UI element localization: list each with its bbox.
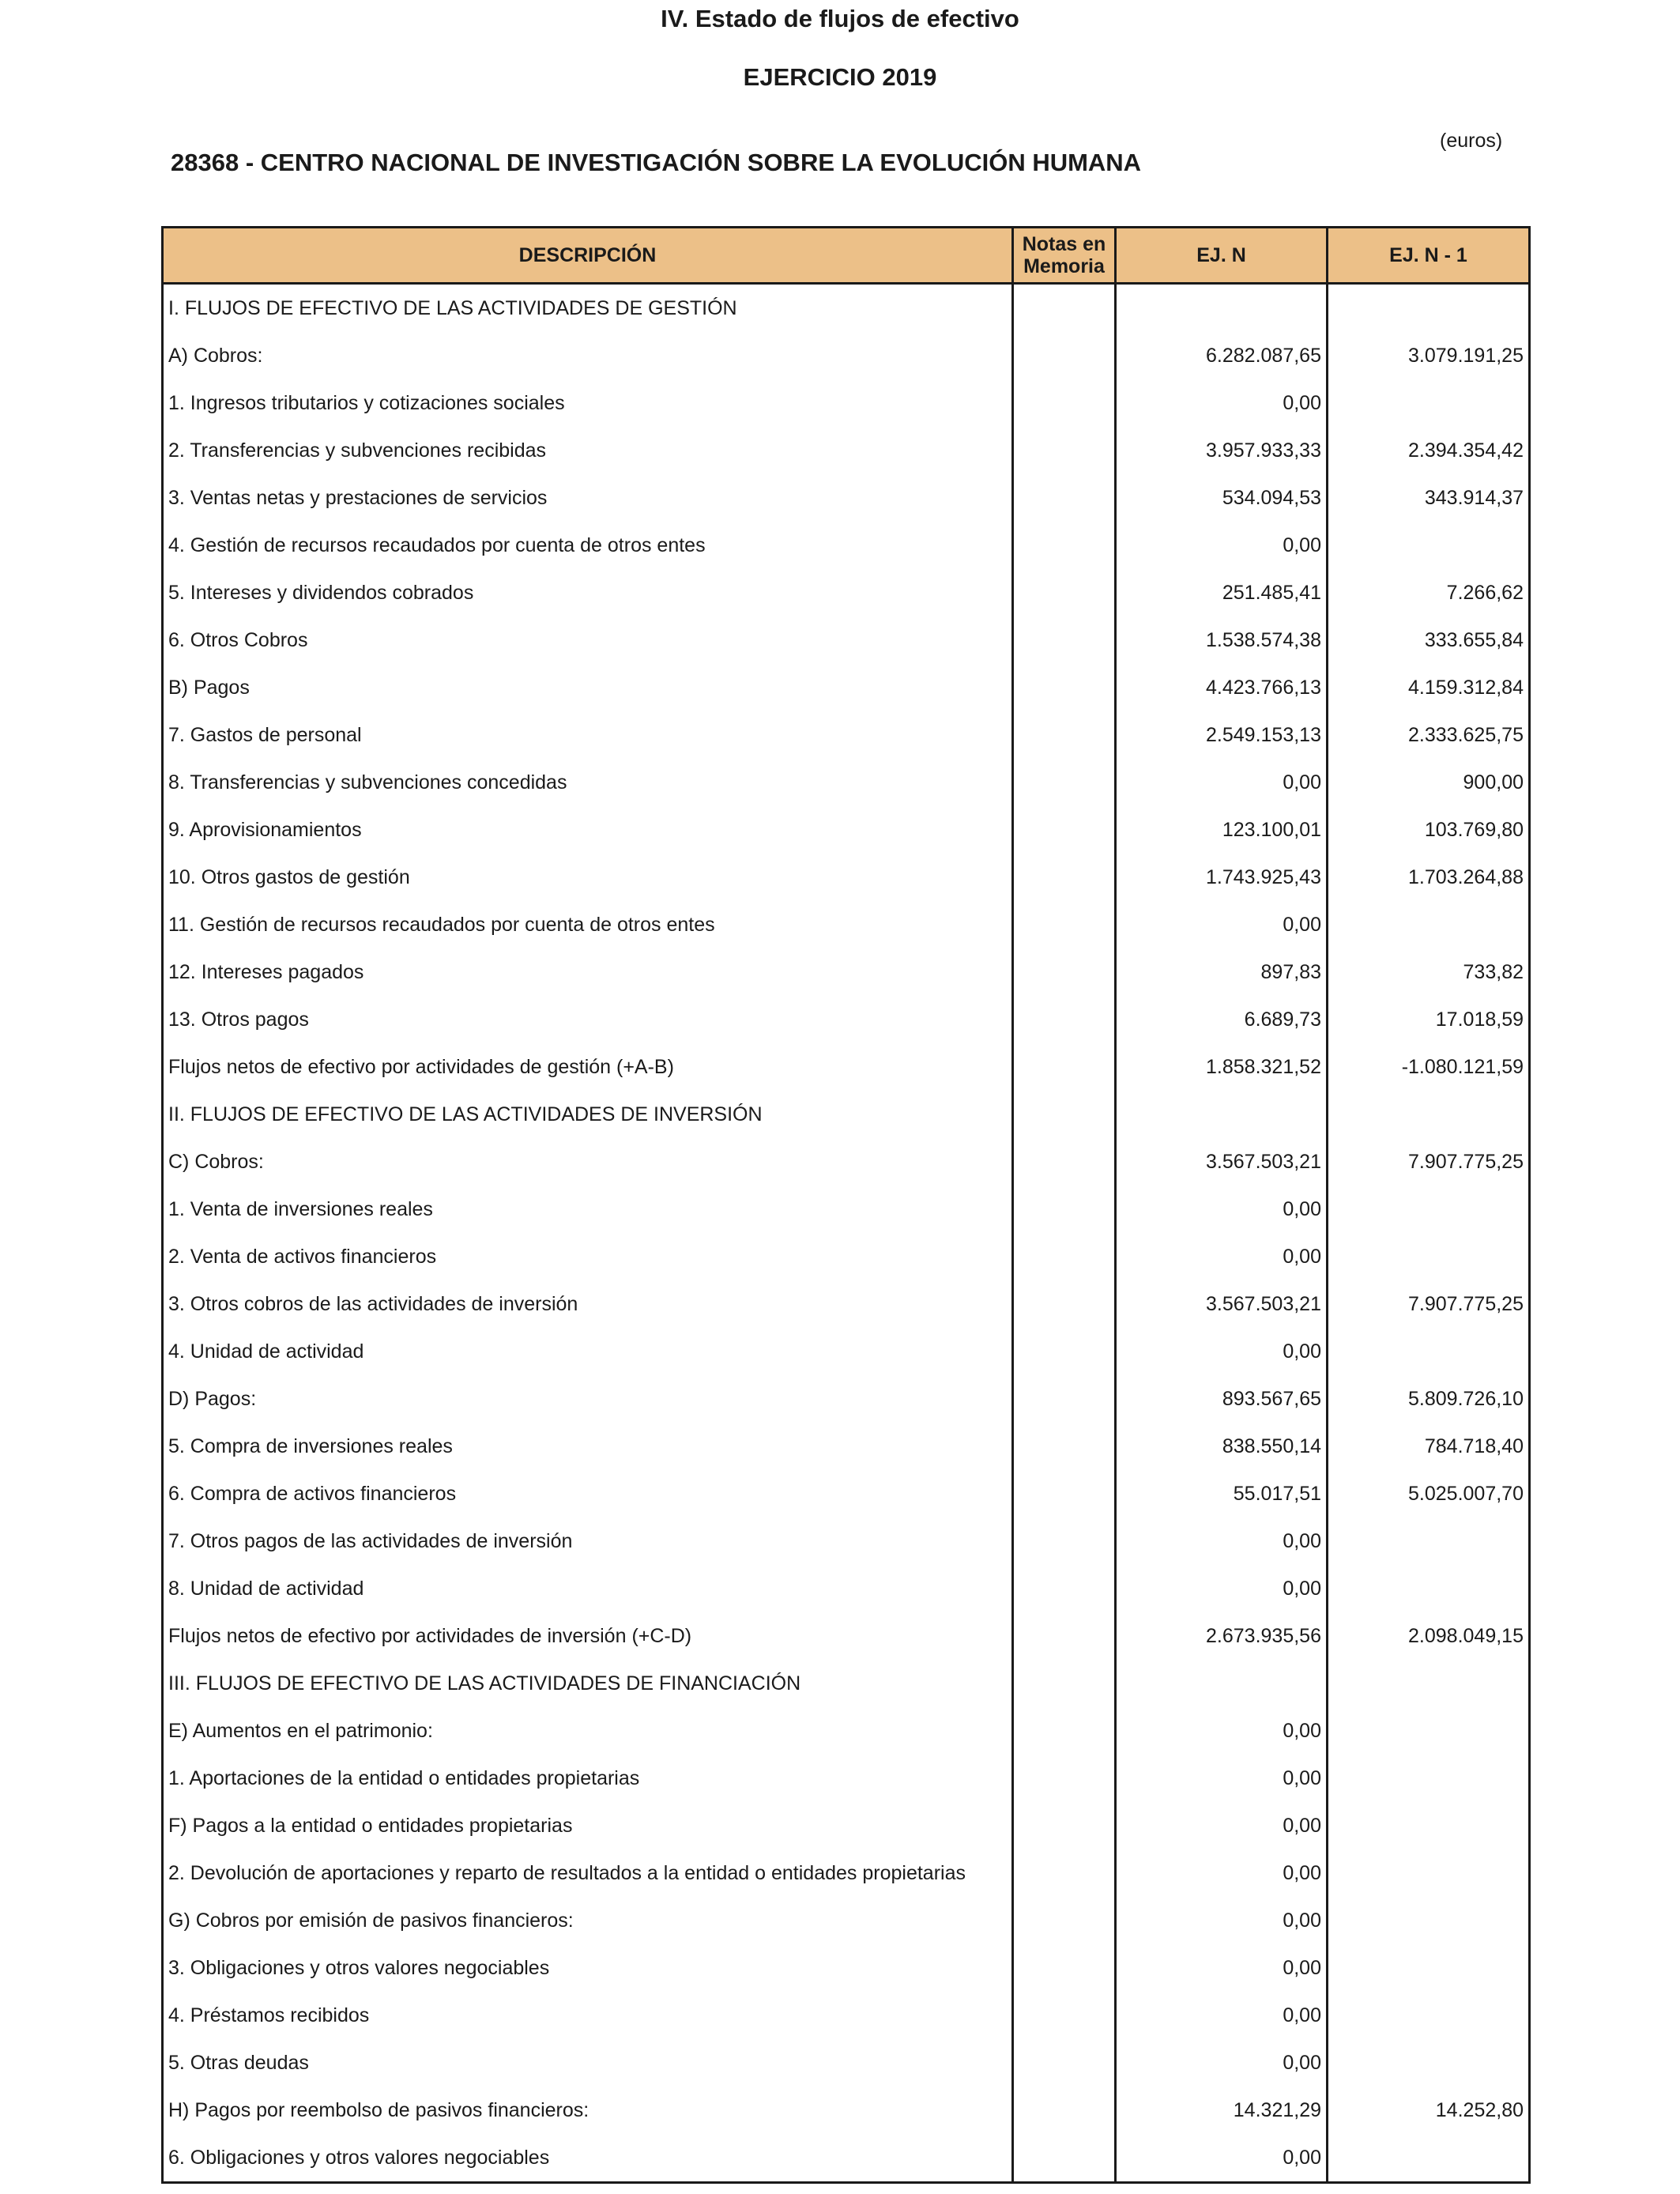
row-description: 4. Unidad de actividad — [163, 1328, 1013, 1375]
table-row — [163, 1897, 1530, 1944]
row-description: 6. Compra de activos financieros — [163, 1470, 1013, 1517]
row-value-previous — [1328, 2039, 1530, 2087]
row-notes — [1013, 1470, 1116, 1517]
row-value-current: 0,00 — [1116, 1517, 1328, 1565]
row-value-current: 2.673.935,56 — [1116, 1612, 1328, 1660]
table-row — [163, 711, 1530, 759]
table-row — [163, 1280, 1530, 1328]
row-value-previous: 103.769,80 — [1328, 806, 1530, 854]
row-description: 5. Intereses y dividendos cobrados — [163, 569, 1013, 616]
row-notes — [1013, 616, 1116, 664]
row-description: A) Cobros: — [163, 332, 1013, 379]
table-row — [163, 1944, 1530, 1992]
row-description: 3. Obligaciones y otros valores negociables — [163, 1944, 1013, 1992]
row-value-previous: 5.025.007,70 — [1328, 1470, 1530, 1517]
row-notes — [1013, 1138, 1116, 1186]
entity-name: 28368 - CENTRO NACIONAL DE INVESTIGACIÓN SOBRE LA EVOLUCIÓN HUMANA — [171, 149, 1142, 176]
row-notes — [1013, 1517, 1116, 1565]
row-value-current: 4.423.766,13 — [1116, 664, 1328, 711]
row-value-previous — [1328, 1707, 1530, 1755]
row-value-current: 0,00 — [1116, 2134, 1328, 2183]
row-notes — [1013, 1755, 1116, 1802]
row-notes — [1013, 1375, 1116, 1423]
table-row — [163, 1043, 1530, 1091]
row-description: 11. Gestión de recursos recaudados por cuenta de otros entes — [163, 901, 1013, 948]
row-notes — [1013, 996, 1116, 1043]
header-description: DESCRIPCIÓN — [163, 228, 1013, 284]
row-value-current: 3.567.503,21 — [1116, 1280, 1328, 1328]
row-value-previous: 333.655,84 — [1328, 616, 1530, 664]
row-description: G) Cobros por emisión de pasivos financieros: — [163, 1897, 1013, 1944]
table-row — [163, 1186, 1530, 1233]
table-row — [163, 427, 1530, 474]
row-value-current — [1116, 284, 1328, 333]
table-row — [163, 379, 1530, 427]
row-notes — [1013, 569, 1116, 616]
row-description: 6. Obligaciones y otros valores negociables — [163, 2134, 1013, 2183]
row-notes — [1013, 1186, 1116, 1233]
row-value-previous: 733,82 — [1328, 948, 1530, 996]
row-value-previous: 3.079.191,25 — [1328, 332, 1530, 379]
table-row — [163, 332, 1530, 379]
row-value-previous — [1328, 2134, 1530, 2183]
table-row — [163, 1138, 1530, 1186]
row-value-previous: 343.914,37 — [1328, 474, 1530, 522]
row-value-previous — [1328, 1565, 1530, 1612]
row-description: F) Pagos a la entidad o entidades propietarias — [163, 1802, 1013, 1849]
table-body — [163, 284, 1530, 2183]
row-notes — [1013, 474, 1116, 522]
row-value-current: 14.321,29 — [1116, 2087, 1328, 2134]
row-value-current: 0,00 — [1116, 1186, 1328, 1233]
row-value-current: 0,00 — [1116, 379, 1328, 427]
row-description: Flujos netos de efectivo por actividades de inversión (+C-D) — [163, 1612, 1013, 1660]
row-value-previous — [1328, 1992, 1530, 2039]
row-value-current: 1.858.321,52 — [1116, 1043, 1328, 1091]
row-value-previous — [1328, 1186, 1530, 1233]
row-notes — [1013, 2087, 1116, 2134]
table-row — [163, 616, 1530, 664]
table-row — [163, 1612, 1530, 1660]
row-description: II. FLUJOS DE EFECTIVO DE LAS ACTIVIDADES DE INVERSIÓN — [163, 1091, 1013, 1138]
table-row — [163, 2134, 1530, 2183]
table-row — [163, 996, 1530, 1043]
row-value-current: 3.567.503,21 — [1116, 1138, 1328, 1186]
row-value-current: 0,00 — [1116, 1707, 1328, 1755]
row-notes — [1013, 1897, 1116, 1944]
row-value-previous: 17.018,59 — [1328, 996, 1530, 1043]
table-row — [163, 1660, 1530, 1707]
row-description: 3. Otros cobros de las actividades de inversión — [163, 1280, 1013, 1328]
row-value-current: 6.689,73 — [1116, 996, 1328, 1043]
row-value-previous — [1328, 1897, 1530, 1944]
row-value-current: 55.017,51 — [1116, 1470, 1328, 1517]
row-value-previous: 1.703.264,88 — [1328, 854, 1530, 901]
row-description: 3. Ventas netas y prestaciones de servicios — [163, 474, 1013, 522]
row-notes — [1013, 901, 1116, 948]
row-value-current: 3.957.933,33 — [1116, 427, 1328, 474]
row-value-previous — [1328, 1328, 1530, 1375]
row-value-current: 1.743.925,43 — [1116, 854, 1328, 901]
row-description: 13. Otros pagos — [163, 996, 1013, 1043]
table-row — [163, 854, 1530, 901]
row-value-current: 0,00 — [1116, 1802, 1328, 1849]
row-notes — [1013, 1043, 1116, 1091]
table-row — [163, 1423, 1530, 1470]
row-description: B) Pagos — [163, 664, 1013, 711]
row-value-previous: 7.907.775,25 — [1328, 1280, 1530, 1328]
row-value-previous — [1328, 1849, 1530, 1897]
row-description: 4. Gestión de recursos recaudados por cuenta de otros entes — [163, 522, 1013, 569]
table-row — [163, 901, 1530, 948]
row-description: 12. Intereses pagados — [163, 948, 1013, 996]
row-notes — [1013, 711, 1116, 759]
row-description: E) Aumentos en el patrimonio: — [163, 1707, 1013, 1755]
row-description: 4. Préstamos recibidos — [163, 1992, 1013, 2039]
row-value-current: 0,00 — [1116, 1849, 1328, 1897]
row-value-current: 534.094,53 — [1116, 474, 1328, 522]
table-row — [163, 664, 1530, 711]
document-title: IV. Estado de flujos de efectivo — [661, 5, 1019, 32]
row-notes — [1013, 1091, 1116, 1138]
row-value-previous — [1328, 1660, 1530, 1707]
row-description: 5. Compra de inversiones reales — [163, 1423, 1013, 1470]
row-description: H) Pagos por reembolso de pasivos financieros: — [163, 2087, 1013, 2134]
row-notes — [1013, 1280, 1116, 1328]
table-row — [163, 1992, 1530, 2039]
row-notes — [1013, 1233, 1116, 1280]
row-notes — [1013, 1660, 1116, 1707]
row-value-previous — [1328, 1091, 1530, 1138]
row-notes — [1013, 1802, 1116, 1849]
row-value-previous: -1.080.121,59 — [1328, 1043, 1530, 1091]
row-description: C) Cobros: — [163, 1138, 1013, 1186]
row-description: 8. Transferencias y subvenciones concedidas — [163, 759, 1013, 806]
exercise-year: EJERCICIO 2019 — [743, 63, 937, 91]
table-row — [163, 948, 1530, 996]
row-description: 7. Otros pagos de las actividades de inversión — [163, 1517, 1013, 1565]
row-value-current: 1.538.574,38 — [1116, 616, 1328, 664]
row-value-current: 893.567,65 — [1116, 1375, 1328, 1423]
row-description: 5. Otras deudas — [163, 2039, 1013, 2087]
row-description: 6. Otros Cobros — [163, 616, 1013, 664]
row-description: 9. Aprovisionamientos — [163, 806, 1013, 854]
row-value-current — [1116, 1091, 1328, 1138]
table-row — [163, 1517, 1530, 1565]
row-value-current: 2.549.153,13 — [1116, 711, 1328, 759]
row-description: 1. Venta de inversiones reales — [163, 1186, 1013, 1233]
row-description: 8. Unidad de actividad — [163, 1565, 1013, 1612]
row-value-current: 0,00 — [1116, 1897, 1328, 1944]
row-description: 1. Ingresos tributarios y cotizaciones sociales — [163, 379, 1013, 427]
row-value-previous — [1328, 901, 1530, 948]
table-row — [163, 284, 1530, 333]
row-value-previous — [1328, 379, 1530, 427]
table-row — [163, 522, 1530, 569]
row-value-previous — [1328, 284, 1530, 333]
row-notes — [1013, 1849, 1116, 1897]
row-value-previous: 2.098.049,15 — [1328, 1612, 1530, 1660]
row-value-previous — [1328, 1944, 1530, 1992]
row-description: D) Pagos: — [163, 1375, 1013, 1423]
cash-flow-table — [161, 226, 1531, 2184]
header-current-year: EJ. N — [1116, 228, 1328, 284]
row-value-current: 0,00 — [1116, 1565, 1328, 1612]
row-notes — [1013, 332, 1116, 379]
row-value-previous: 7.266,62 — [1328, 569, 1530, 616]
row-notes — [1013, 1423, 1116, 1470]
table-row — [163, 2039, 1530, 2087]
table-row — [163, 806, 1530, 854]
row-notes — [1013, 2134, 1116, 2183]
row-value-previous: 784.718,40 — [1328, 1423, 1530, 1470]
row-value-current — [1116, 1660, 1328, 1707]
table-row — [163, 759, 1530, 806]
row-notes — [1013, 759, 1116, 806]
row-value-current: 251.485,41 — [1116, 569, 1328, 616]
row-description: III. FLUJOS DE EFECTIVO DE LAS ACTIVIDADES DE FINANCIACIÓN — [163, 1660, 1013, 1707]
row-value-current: 0,00 — [1116, 1328, 1328, 1375]
row-notes — [1013, 854, 1116, 901]
header-notes: Notas en Memoria — [1013, 228, 1116, 284]
header-previous-year: EJ. N - 1 — [1328, 228, 1530, 284]
row-notes — [1013, 522, 1116, 569]
row-notes — [1013, 379, 1116, 427]
row-value-previous — [1328, 522, 1530, 569]
row-value-previous: 5.809.726,10 — [1328, 1375, 1530, 1423]
row-description: 2. Venta de activos financieros — [163, 1233, 1013, 1280]
table-row — [163, 1755, 1530, 1802]
row-value-previous: 4.159.312,84 — [1328, 664, 1530, 711]
row-description: I. FLUJOS DE EFECTIVO DE LAS ACTIVIDADES DE GESTIÓN — [163, 284, 1013, 333]
table-header-row — [163, 228, 1530, 284]
row-value-current: 897,83 — [1116, 948, 1328, 996]
row-value-current: 838.550,14 — [1116, 1423, 1328, 1470]
row-value-current: 0,00 — [1116, 901, 1328, 948]
row-notes — [1013, 1565, 1116, 1612]
row-value-previous: 2.394.354,42 — [1328, 427, 1530, 474]
row-value-current: 0,00 — [1116, 2039, 1328, 2087]
row-notes — [1013, 427, 1116, 474]
row-notes — [1013, 806, 1116, 854]
row-notes — [1013, 2039, 1116, 2087]
row-value-current: 6.282.087,65 — [1116, 332, 1328, 379]
row-value-previous: 14.252,80 — [1328, 2087, 1530, 2134]
row-value-previous — [1328, 1755, 1530, 1802]
currency-units: (euros) — [1440, 130, 1503, 152]
row-value-previous — [1328, 1233, 1530, 1280]
row-notes — [1013, 948, 1116, 996]
table-row — [163, 1233, 1530, 1280]
row-description: 2. Transferencias y subvenciones recibidas — [163, 427, 1013, 474]
row-notes — [1013, 284, 1116, 333]
row-value-previous: 7.907.775,25 — [1328, 1138, 1530, 1186]
row-value-previous — [1328, 1802, 1530, 1849]
row-description: 10. Otros gastos de gestión — [163, 854, 1013, 901]
row-value-current: 123.100,01 — [1116, 806, 1328, 854]
table-row — [163, 1849, 1530, 1897]
row-value-current: 0,00 — [1116, 1944, 1328, 1992]
table-row — [163, 1328, 1530, 1375]
row-description: Flujos netos de efectivo por actividades de gestión (+A-B) — [163, 1043, 1013, 1091]
row-value-current: 0,00 — [1116, 1992, 1328, 2039]
table-row — [163, 1470, 1530, 1517]
row-notes — [1013, 1992, 1116, 2039]
table-row — [163, 1802, 1530, 1849]
table-row — [163, 1375, 1530, 1423]
row-value-current: 0,00 — [1116, 1233, 1328, 1280]
table-row — [163, 1565, 1530, 1612]
table-row — [163, 569, 1530, 616]
table-row — [163, 1707, 1530, 1755]
table-row — [163, 474, 1530, 522]
row-value-previous: 900,00 — [1328, 759, 1530, 806]
row-notes — [1013, 1944, 1116, 1992]
row-notes — [1013, 1707, 1116, 1755]
table-row — [163, 1091, 1530, 1138]
table-row — [163, 2087, 1530, 2134]
row-notes — [1013, 1328, 1116, 1375]
row-description: 2. Devolución de aportaciones y reparto de resultados a la entidad o entidades propietarias — [163, 1849, 1013, 1897]
row-value-current: 0,00 — [1116, 1755, 1328, 1802]
row-description: 7. Gastos de personal — [163, 711, 1013, 759]
row-notes — [1013, 664, 1116, 711]
row-notes — [1013, 1612, 1116, 1660]
row-value-current: 0,00 — [1116, 522, 1328, 569]
row-description: 1. Aportaciones de la entidad o entidades propietarias — [163, 1755, 1013, 1802]
row-value-current: 0,00 — [1116, 759, 1328, 806]
row-value-previous: 2.333.625,75 — [1328, 711, 1530, 759]
row-value-previous — [1328, 1517, 1530, 1565]
